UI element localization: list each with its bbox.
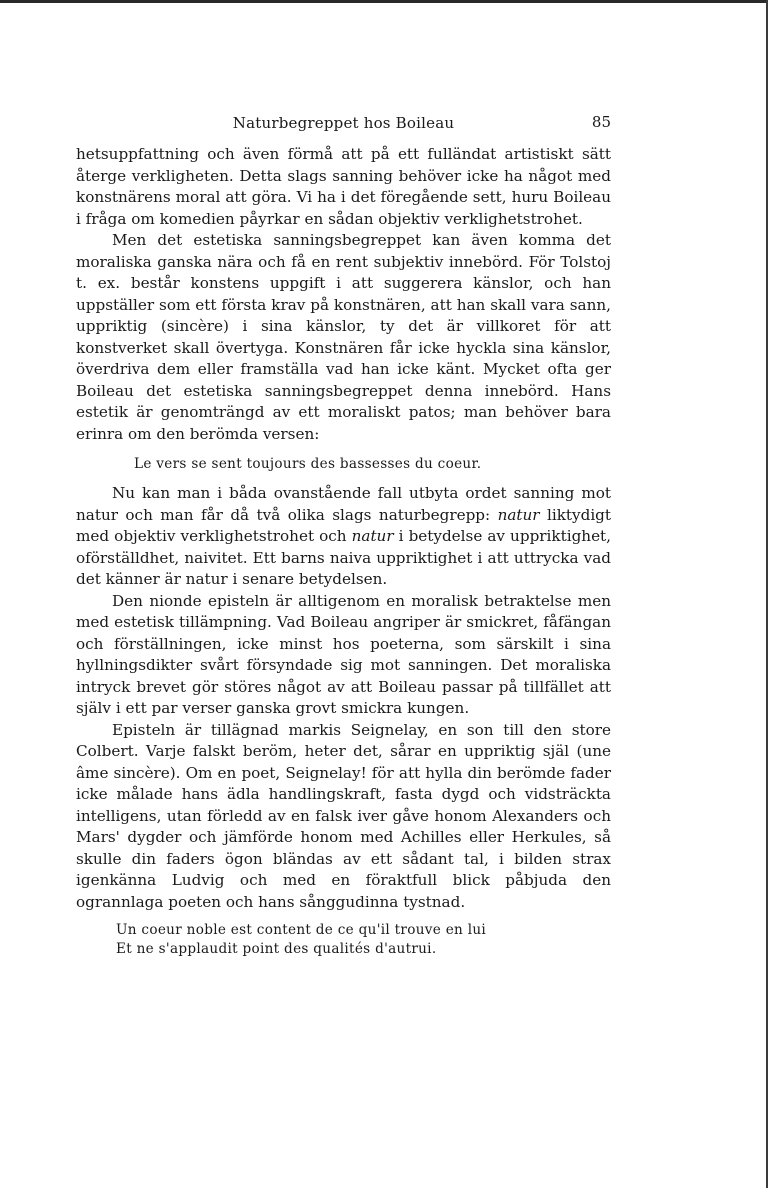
verse-quote-2-line-2: Et ne s'applaudit point des qualités d'autrui. (116, 941, 437, 957)
running-header (76, 114, 611, 136)
running-title: Naturbegreppet hos Boileau (232, 114, 455, 132)
italic-term-natur-1: natur (497, 505, 540, 524)
italic-term-natur-2: natur (351, 527, 394, 545)
body-text (76, 144, 611, 959)
paragraph-3-part-c: i betydelse av uppriktighet, oförställdhet, naivitet. Ett barns naiva uppriktighet i att uttrycka vad det känner är natur i senare betydelsen. (76, 527, 611, 588)
paragraph-4: Den nionde episteln är alltigenom en moralisk betraktelse men med estetisk tillämpning. Vad Boileau angriper är smickret, fåfängan och förställningen, icke minst hos poeterna, som särskilt i sina hyllningsdikter svårt försyndade sig mot sanningen. Det moraliska intryck brevet gör störes något av att Boileau passar på tillfället att själv i ett par verser ganska grovt smickra kungen. (76, 591, 611, 717)
paragraph-5: Episteln är tillägnad markis Seignelay, en son till den store Colbert. Varje falskt beröm, heter det, sårar en uppriktig själ (une âme sincère). Om en poet, Seignelay! för att hylla din berömde fader icke målade hans ädla handlingskraft, fasta dygd och vidsträckta intelligens, utan förledd av en falsk iver gåve honom Alexanders och Mars' dygder och jämförde honom med Achilles eller Herkules, så skulle din faders ögon bländas av ett sådant tal, i bilden strax igenkänna Ludvig och med en föraktfull blick påbjuda den ogrannlaga poeten och hans sånggudinna tystnad. (76, 720, 611, 911)
scan-border-top (0, 0, 768, 3)
page-number: 85 (591, 113, 611, 131)
paragraph-1: hetsuppfattning och även förmå att på ett fulländat artistiskt sätt återge verkligheten. Detta slags sanning behöver icke ha något med konstnärens moral att göra. Vi ha i det föregående sett, huru Boileau i fråga om komedien påyrkar en sådan objektiv verklighetstrohet. (76, 145, 611, 228)
paragraph-3 (76, 483, 611, 591)
paragraph-2: Men det estetiska sanningsbegreppet kan även komma det moraliska ganska nära och få en rent subjektiv innebörd. För Tolstoj t. ex. består konstens uppgift i att suggerera känslor, och han uppställer som ett första krav på konstnären, att han skall vara sann, uppriktig (sincère) i sina känslor, ty det är villkoret för att konstverket skall övertyga. Konstnären får icke hyckla sina känslor, överdriva dem eller framställa vad han icke känt. Mycket ofta ger Boileau det estetiska sanningsbegreppet denna innebörd. Hans estetik är genomträngd av ett moraliskt patos; man behöver bara erinra om den berömda versen: (76, 231, 611, 443)
verse-quote-2-line-1: Un coeur noble est content de ce qu'il trouve en lui (116, 922, 487, 938)
paragraph-3-part-a: Nu kan man i båda ovanstående fall utbyta ordet sanning mot natur och man får då två olika slags naturbegrepp: (76, 484, 611, 524)
verse-quote-2 (116, 921, 611, 959)
paragraph-3-part-b: liktydigt med objektiv verklighetstrohet och (76, 505, 612, 545)
verse-quote-1: Le vers se sent toujours des bassesses du coeur. (134, 456, 482, 472)
